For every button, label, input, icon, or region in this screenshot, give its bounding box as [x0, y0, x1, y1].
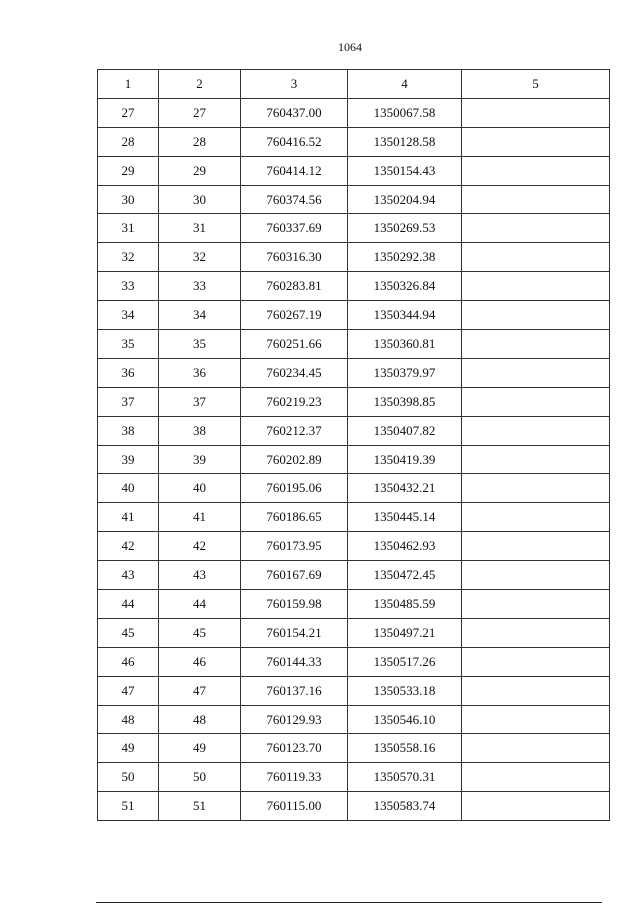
table-row	[98, 214, 610, 243]
table-row	[98, 330, 610, 359]
table-cell: 760173.95	[241, 532, 348, 561]
table-cell	[462, 792, 610, 821]
table-cell: 45	[98, 618, 159, 647]
table-body	[98, 98, 610, 820]
table-cell: 33	[98, 272, 159, 301]
table-cell: 1350533.18	[348, 676, 462, 705]
table-cell: 1350497.21	[348, 618, 462, 647]
table-cell: 42	[159, 532, 241, 561]
table-cell: 760144.33	[241, 647, 348, 676]
table-cell: 51	[98, 792, 159, 821]
table-cell: 41	[98, 503, 159, 532]
table-cell: 27	[159, 98, 241, 127]
table-cell: 34	[98, 301, 159, 330]
table-cell: 760283.81	[241, 272, 348, 301]
table-cell: 38	[159, 416, 241, 445]
table-row	[98, 676, 610, 705]
table-cell: 760123.70	[241, 734, 348, 763]
table-cell	[462, 763, 610, 792]
table-cell: 1350462.93	[348, 532, 462, 561]
table-cell: 28	[159, 127, 241, 156]
table-cell: 50	[98, 763, 159, 792]
table-cell	[462, 416, 610, 445]
table-cell: 1350360.81	[348, 330, 462, 359]
table-cell: 45	[159, 618, 241, 647]
table-header	[98, 70, 610, 99]
table-cell: 35	[159, 330, 241, 359]
table-cell: 34	[159, 301, 241, 330]
table-cell: 1350558.16	[348, 734, 462, 763]
table-cell: 39	[98, 445, 159, 474]
table-cell: 50	[159, 763, 241, 792]
table-row	[98, 503, 610, 532]
table-cell: 760219.23	[241, 387, 348, 416]
table-cell: 31	[159, 214, 241, 243]
table-cell: 1350546.10	[348, 705, 462, 734]
table-row	[98, 272, 610, 301]
table-cell	[462, 185, 610, 214]
table-cell: 760414.12	[241, 156, 348, 185]
table-cell	[462, 590, 610, 619]
table-cell	[462, 214, 610, 243]
table-cell: 1350344.94	[348, 301, 462, 330]
table-cell	[462, 734, 610, 763]
table-cell: 760316.30	[241, 243, 348, 272]
table-cell: 1350485.59	[348, 590, 462, 619]
column-header: 2	[159, 70, 241, 99]
table-cell	[462, 618, 610, 647]
table-row	[98, 445, 610, 474]
table-cell	[462, 474, 610, 503]
table-cell: 47	[98, 676, 159, 705]
table-row	[98, 763, 610, 792]
table-row	[98, 387, 610, 416]
table-cell: 37	[98, 387, 159, 416]
table-cell: 760337.69	[241, 214, 348, 243]
table-cell: 1350204.94	[348, 185, 462, 214]
table-cell: 760159.98	[241, 590, 348, 619]
table-cell: 760195.06	[241, 474, 348, 503]
table-cell: 46	[98, 647, 159, 676]
column-header: 4	[348, 70, 462, 99]
table-cell: 1350472.45	[348, 561, 462, 590]
table-row	[98, 416, 610, 445]
table-cell: 47	[159, 676, 241, 705]
table-cell: 1350407.82	[348, 416, 462, 445]
table-cell: 28	[98, 127, 159, 156]
table-cell: 1350128.58	[348, 127, 462, 156]
table-row	[98, 532, 610, 561]
table-cell	[462, 272, 610, 301]
table-cell: 32	[98, 243, 159, 272]
table-row	[98, 561, 610, 590]
table-cell: 760437.00	[241, 98, 348, 127]
table-cell	[462, 358, 610, 387]
table-row	[98, 474, 610, 503]
table-cell: 42	[98, 532, 159, 561]
table-cell: 1350445.14	[348, 503, 462, 532]
column-header: 1	[98, 70, 159, 99]
table-cell: 30	[159, 185, 241, 214]
table-cell: 40	[98, 474, 159, 503]
table-cell	[462, 705, 610, 734]
table-row	[98, 734, 610, 763]
table-cell	[462, 127, 610, 156]
table-row	[98, 358, 610, 387]
table-cell: 760119.33	[241, 763, 348, 792]
coordinates-table	[97, 69, 610, 821]
table-cell	[462, 387, 610, 416]
table-cell: 1350517.26	[348, 647, 462, 676]
table-cell: 1350583.74	[348, 792, 462, 821]
table-row	[98, 243, 610, 272]
table-cell: 35	[98, 330, 159, 359]
table-cell: 760186.65	[241, 503, 348, 532]
column-header: 3	[241, 70, 348, 99]
header-row	[98, 70, 610, 99]
table-cell: 48	[98, 705, 159, 734]
table-row	[98, 647, 610, 676]
table-row	[98, 127, 610, 156]
table-cell: 760251.66	[241, 330, 348, 359]
table-cell: 32	[159, 243, 241, 272]
table-cell: 1350154.43	[348, 156, 462, 185]
table-cell	[462, 561, 610, 590]
table-cell: 760267.19	[241, 301, 348, 330]
table-cell: 29	[98, 156, 159, 185]
table-cell: 760202.89	[241, 445, 348, 474]
table-cell	[462, 98, 610, 127]
table-row	[98, 792, 610, 821]
table-cell: 1350326.84	[348, 272, 462, 301]
column-header: 5	[462, 70, 610, 99]
table-cell	[462, 503, 610, 532]
table-cell: 30	[98, 185, 159, 214]
table-cell: 1350432.21	[348, 474, 462, 503]
table-row	[98, 156, 610, 185]
table-cell	[462, 445, 610, 474]
table-cell	[462, 156, 610, 185]
table-cell: 36	[98, 358, 159, 387]
table-cell: 1350379.97	[348, 358, 462, 387]
table-cell: 44	[159, 590, 241, 619]
table-cell: 760234.45	[241, 358, 348, 387]
table-cell: 48	[159, 705, 241, 734]
table-row	[98, 618, 610, 647]
table-cell	[462, 301, 610, 330]
table-row	[98, 590, 610, 619]
table-cell: 33	[159, 272, 241, 301]
table-cell: 40	[159, 474, 241, 503]
table-cell: 1350292.38	[348, 243, 462, 272]
table-cell: 1350419.39	[348, 445, 462, 474]
table-cell	[462, 330, 610, 359]
table-cell: 760416.52	[241, 127, 348, 156]
table-cell: 43	[98, 561, 159, 590]
table-cell: 29	[159, 156, 241, 185]
table-cell: 760374.56	[241, 185, 348, 214]
table-cell: 760212.37	[241, 416, 348, 445]
table-cell: 1350398.85	[348, 387, 462, 416]
table-row	[98, 185, 610, 214]
table-cell: 51	[159, 792, 241, 821]
table-cell: 36	[159, 358, 241, 387]
table-cell: 44	[98, 590, 159, 619]
table-cell: 760154.21	[241, 618, 348, 647]
table-cell: 1350570.31	[348, 763, 462, 792]
table-cell: 1350269.53	[348, 214, 462, 243]
table-cell: 37	[159, 387, 241, 416]
table-cell: 760115.00	[241, 792, 348, 821]
table-cell: 49	[159, 734, 241, 763]
table-cell	[462, 532, 610, 561]
page-number: 1064	[338, 40, 362, 54]
table-cell: 760167.69	[241, 561, 348, 590]
table-cell: 1350067.58	[348, 98, 462, 127]
table-row	[98, 301, 610, 330]
table-cell: 49	[98, 734, 159, 763]
table-cell: 39	[159, 445, 241, 474]
table-cell	[462, 676, 610, 705]
table-cell: 31	[98, 214, 159, 243]
footer-divider	[96, 902, 602, 903]
table-cell: 760137.16	[241, 676, 348, 705]
table-row	[98, 705, 610, 734]
table-cell: 38	[98, 416, 159, 445]
table-cell	[462, 647, 610, 676]
table-cell: 27	[98, 98, 159, 127]
table-row	[98, 98, 610, 127]
table-cell: 43	[159, 561, 241, 590]
table-cell: 760129.93	[241, 705, 348, 734]
table-cell: 41	[159, 503, 241, 532]
table-cell: 46	[159, 647, 241, 676]
table-cell	[462, 243, 610, 272]
